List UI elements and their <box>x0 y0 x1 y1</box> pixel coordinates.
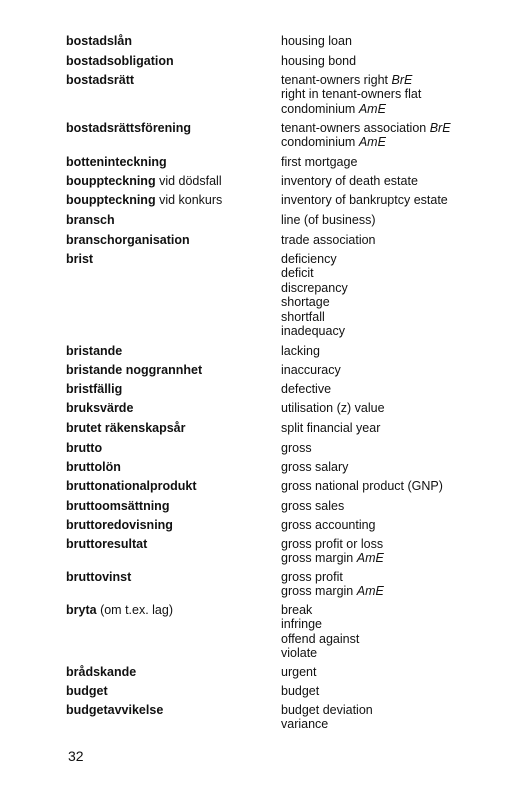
dictionary-entry <box>66 421 516 435</box>
usage-region-label: AmE <box>356 551 384 566</box>
translation-text: deficiency <box>281 252 337 266</box>
headword: brutto <box>66 441 103 455</box>
headword: bristande <box>66 344 123 358</box>
translation-text: housing loan <box>281 34 352 48</box>
headword-qualifier: vid konkurs <box>159 193 223 207</box>
translation-text: gross sales <box>281 499 345 513</box>
entry-translations <box>281 54 516 68</box>
translation-line <box>281 632 516 646</box>
dictionary-entry <box>66 537 516 566</box>
entry-term <box>66 479 281 493</box>
translation-line <box>281 233 516 247</box>
dictionary-entry <box>66 363 516 377</box>
entry-translations <box>281 252 516 338</box>
entry-term <box>66 382 281 396</box>
usage-region-label: AmE <box>358 101 386 116</box>
entry-term <box>66 121 281 135</box>
translation-text: deficit <box>281 266 314 281</box>
translation-line <box>281 646 516 660</box>
headword: bruttovinst <box>66 570 132 584</box>
translation-text: condominium <box>281 135 356 150</box>
usage-region-label: AmE <box>356 584 384 599</box>
entry-translations <box>281 441 516 455</box>
translation-line <box>281 684 516 698</box>
headword: budget <box>66 684 108 698</box>
translation-text: shortfall <box>281 309 325 324</box>
translation-line <box>281 382 516 396</box>
translation-text: line (of business) <box>281 213 376 227</box>
translation-text: gross salary <box>281 460 349 474</box>
entry-translations <box>281 73 516 116</box>
translation-line <box>281 363 516 377</box>
translation-text: violate <box>281 646 318 661</box>
entry-translations <box>281 570 516 599</box>
dictionary-entry <box>66 174 516 188</box>
entry-translations <box>281 603 516 661</box>
translation-text: inadequacy <box>281 324 345 339</box>
translation-text: defective <box>281 382 332 396</box>
entry-translations <box>281 233 516 247</box>
translation-text: inventory of bankruptcy estate <box>281 193 448 207</box>
entry-translations <box>281 155 516 169</box>
translation-line <box>281 421 516 435</box>
headword: branschorganisation <box>66 233 190 247</box>
translation-line <box>281 479 516 493</box>
dictionary-entry <box>66 193 516 207</box>
entry-translations <box>281 499 516 513</box>
translation-text: budget deviation <box>281 703 373 717</box>
headword: bruttonationalprodukt <box>66 479 197 493</box>
dictionary-entry <box>66 252 516 338</box>
translation-text: tenant-owners right <box>281 73 389 87</box>
entry-term <box>66 441 281 455</box>
dictionary-entry <box>66 499 516 513</box>
entry-term <box>66 155 281 169</box>
entry-term <box>66 603 281 617</box>
headword: bostadsrätt <box>66 73 135 87</box>
headword: bransch <box>66 213 115 227</box>
translation-text: inventory of death estate <box>281 174 418 188</box>
entry-term <box>66 499 281 513</box>
translation-text: break <box>281 603 313 617</box>
headword: bruttoresultat <box>66 537 148 551</box>
headword: bristfällig <box>66 382 123 396</box>
translation-line <box>281 518 516 532</box>
translation-line <box>281 281 516 295</box>
entry-term <box>66 213 281 227</box>
translation-line <box>281 324 516 338</box>
dictionary-entry <box>66 73 516 116</box>
translation-line <box>281 213 516 227</box>
entry-term <box>66 703 281 717</box>
dictionary-entry <box>66 518 516 532</box>
headword: bostadsobligation <box>66 54 174 68</box>
translation-text: gross margin <box>281 551 354 566</box>
entry-translations <box>281 479 516 493</box>
entry-translations <box>281 703 516 732</box>
dictionary-entry <box>66 603 516 661</box>
translation-text: trade association <box>281 233 376 247</box>
translation-text: gross margin <box>281 584 354 599</box>
entry-term <box>66 344 281 358</box>
headword: bruttoredovisning <box>66 518 173 532</box>
translation-line <box>281 34 516 48</box>
dictionary-entry <box>66 703 516 732</box>
entry-translations <box>281 460 516 474</box>
entry-translations <box>281 518 516 532</box>
translation-line <box>281 617 516 631</box>
entry-translations <box>281 665 516 679</box>
dictionary-entry <box>66 54 516 68</box>
translation-line <box>281 266 516 280</box>
entry-translations <box>281 34 516 48</box>
translation-line <box>281 441 516 455</box>
usage-region-label: AmE <box>358 135 386 150</box>
dictionary-entry <box>66 121 516 150</box>
usage-region-label: BrE <box>429 121 451 135</box>
headword: bristande noggrannhet <box>66 363 203 377</box>
entry-term <box>66 174 281 188</box>
translation-line <box>281 460 516 474</box>
translation-text: housing bond <box>281 54 357 68</box>
entry-translations <box>281 537 516 566</box>
translation-line <box>281 537 516 551</box>
translation-text: right in tenant-owners flat <box>281 87 422 102</box>
translation-text: infringe <box>281 617 322 632</box>
translation-line <box>281 87 516 101</box>
entry-translations <box>281 382 516 396</box>
headword: bryta <box>66 603 97 617</box>
translation-text: gross profit or loss <box>281 537 384 551</box>
translation-text: discrepancy <box>281 280 348 295</box>
entry-term <box>66 233 281 247</box>
headword: brist <box>66 252 94 266</box>
entry-translations <box>281 213 516 227</box>
translation-line <box>281 54 516 68</box>
entry-term <box>66 684 281 698</box>
dictionary-entry <box>66 344 516 358</box>
translation-text: gross national product (GNP) <box>281 479 443 493</box>
translation-line <box>281 121 516 135</box>
entry-term <box>66 363 281 377</box>
translation-text: variance <box>281 717 329 732</box>
translation-line <box>281 499 516 513</box>
translation-line <box>281 174 516 188</box>
dictionary-entry <box>66 401 516 415</box>
headword: budgetavvikelse <box>66 703 164 717</box>
translation-text: inaccuracy <box>281 363 341 377</box>
translation-text: split financial year <box>281 421 381 435</box>
entry-term <box>66 252 281 266</box>
entry-translations <box>281 363 516 377</box>
translation-text: budget <box>281 684 320 698</box>
dictionary-entry <box>66 665 516 679</box>
entry-term <box>66 34 281 48</box>
headword-qualifier: (om t.ex. lag) <box>100 603 173 617</box>
translation-line <box>281 401 516 415</box>
entry-term <box>66 537 281 551</box>
translation-line <box>281 102 516 116</box>
entry-term <box>66 54 281 68</box>
translation-line <box>281 703 516 717</box>
headword: bouppteckning <box>66 193 156 207</box>
translation-line <box>281 193 516 207</box>
entry-translations <box>281 344 516 358</box>
translation-text: condominium <box>281 101 356 116</box>
translation-line <box>281 252 516 266</box>
entry-translations <box>281 174 516 188</box>
translation-line <box>281 73 516 87</box>
headword: bostadsrättsförening <box>66 121 192 135</box>
translation-line <box>281 135 516 149</box>
translation-line <box>281 665 516 679</box>
usage-region-label: BrE <box>391 73 413 87</box>
translation-line <box>281 310 516 324</box>
entry-translations <box>281 421 516 435</box>
dictionary-entry <box>66 382 516 396</box>
translation-text: tenant-owners association <box>281 121 427 135</box>
translation-line <box>281 295 516 309</box>
headword: bruttoomsättning <box>66 499 170 513</box>
headword: botteninteckning <box>66 155 167 169</box>
translation-line <box>281 570 516 584</box>
dictionary-entry <box>66 441 516 455</box>
translation-text: gross <box>281 441 312 455</box>
translation-text: offend against <box>281 631 360 646</box>
translation-text: lacking <box>281 344 320 358</box>
headword: bruttolön <box>66 460 121 474</box>
translation-text: gross accounting <box>281 518 376 532</box>
dictionary-entry <box>66 155 516 169</box>
dictionary-entry <box>66 213 516 227</box>
entry-term <box>66 570 281 584</box>
translation-text: utilisation (z) value <box>281 401 385 415</box>
entry-translations <box>281 193 516 207</box>
headword-qualifier: vid dödsfall <box>159 174 222 188</box>
headword: bostadslån <box>66 34 132 48</box>
entry-translations <box>281 684 516 698</box>
dictionary-entry <box>66 233 516 247</box>
headword: bouppteckning <box>66 174 156 188</box>
entry-term <box>66 73 281 87</box>
entry-translations <box>281 121 516 150</box>
translation-line <box>281 584 516 598</box>
translation-line <box>281 717 516 731</box>
entry-term <box>66 193 281 207</box>
translation-text: gross profit <box>281 570 343 584</box>
dictionary-entry <box>66 684 516 698</box>
translation-text: urgent <box>281 665 317 679</box>
headword: bruksvärde <box>66 401 134 415</box>
page-number: 32 <box>68 748 84 764</box>
dictionary-entry <box>66 34 516 48</box>
translation-line <box>281 603 516 617</box>
dictionary-entry <box>66 570 516 599</box>
translation-line <box>281 551 516 565</box>
translation-line <box>281 155 516 169</box>
translation-text: shortage <box>281 295 330 310</box>
entry-translations <box>281 401 516 415</box>
translation-text: first mortgage <box>281 155 358 169</box>
translation-line <box>281 344 516 358</box>
dictionary-entry <box>66 460 516 474</box>
dictionary-entry <box>66 479 516 493</box>
entry-term <box>66 421 281 435</box>
entry-term <box>66 460 281 474</box>
entry-term <box>66 518 281 532</box>
entry-term <box>66 665 281 679</box>
entry-term <box>66 401 281 415</box>
headword: brutet räkenskapsår <box>66 421 186 435</box>
headword: brådskande <box>66 665 137 679</box>
